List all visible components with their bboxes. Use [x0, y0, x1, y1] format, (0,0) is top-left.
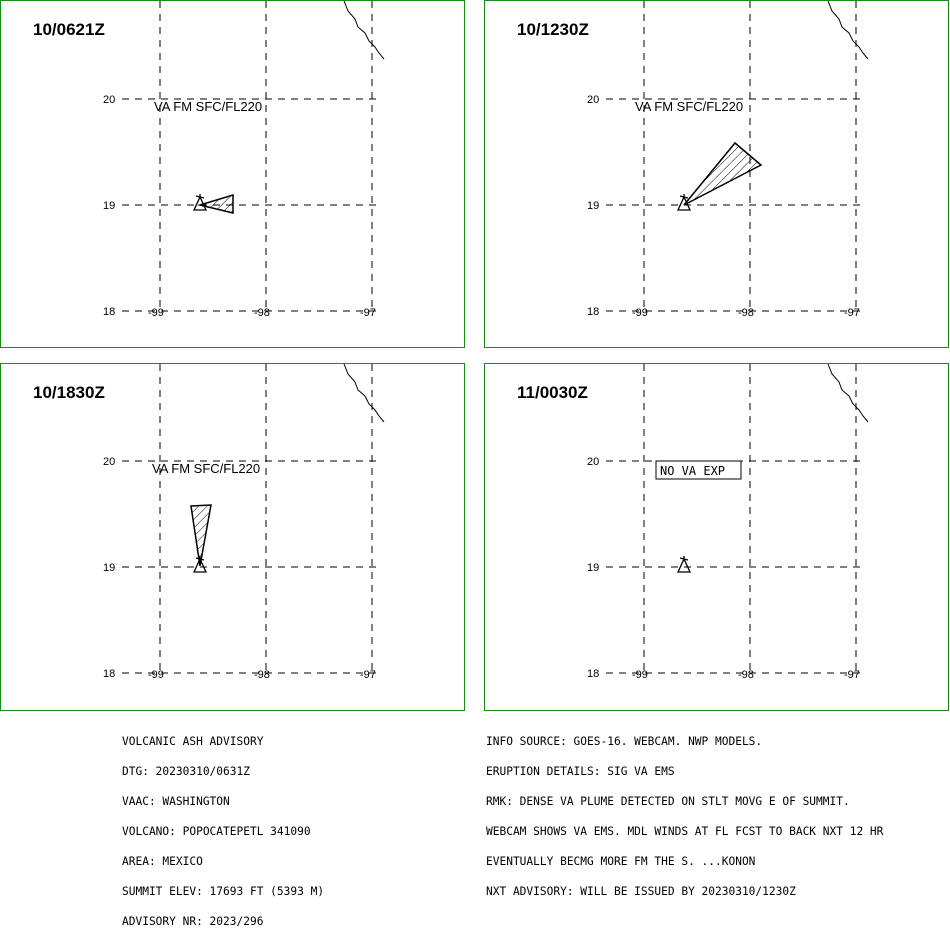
lat-tick-20: 20 — [587, 456, 600, 468]
lon-tick-98: -98 — [738, 307, 754, 319]
lon-tick-99: -99 — [632, 307, 648, 319]
lat-tick-20: 20 — [103, 94, 116, 106]
lon-tick-98: -98 — [738, 669, 754, 681]
lon-tick-98: -98 — [254, 307, 270, 319]
lon-tick-97: -97 — [844, 669, 860, 681]
coastline — [828, 364, 868, 422]
map-panel-1-svg — [1, 1, 466, 349]
advisory-dtg: DTG: 20230310/0631Z — [122, 765, 250, 778]
lat-tick-18: 18 — [103, 668, 116, 680]
ash-plume-polygon — [684, 143, 761, 205]
grid-lines — [606, 364, 865, 674]
advisory-eruption-details: ERUPTION DETAILS: SIG VA EMS — [486, 765, 675, 778]
lon-tick-97: -97 — [844, 307, 860, 319]
panel-time-label: 10/1230Z — [517, 20, 589, 39]
advisory-number: ADVISORY NR: 2023/296 — [122, 915, 264, 928]
ash-level-label: VA FM SFC/FL220 — [154, 99, 263, 114]
coastline — [344, 364, 384, 422]
lat-tick-20: 20 — [103, 456, 116, 468]
map-panel-4 — [484, 363, 949, 711]
volcano-triangle-icon — [678, 556, 690, 572]
coastline — [828, 1, 868, 59]
lat-tick-19: 19 — [587, 200, 600, 212]
advisory-next: NXT ADVISORY: WILL BE ISSUED BY 20230310/1230Z — [486, 885, 796, 898]
advisory-info-source: INFO SOURCE: GOES-16. WEBCAM. NWP MODELS. — [486, 735, 763, 748]
advisory-volcano: VOLCANO: POPOCATEPETL 341090 — [122, 825, 311, 838]
panel-time-label: 10/0621Z — [33, 20, 105, 39]
lon-tick-97: -97 — [360, 669, 376, 681]
lat-tick-18: 18 — [103, 306, 116, 318]
grid-lines — [122, 364, 381, 674]
advisory-remarks-2: WEBCAM SHOWS VA EMS. MDL WINDS AT FL FCST TO BACK NXT 12 HR — [486, 825, 884, 838]
map-panel-1 — [0, 0, 465, 348]
volcano-triangle-icon — [194, 194, 206, 210]
ash-level-label: VA FM SFC/FL220 — [635, 99, 744, 114]
lon-tick-99: -99 — [148, 669, 164, 681]
advisory-summit-elev: SUMMIT ELEV: 17693 FT (5393 M) — [122, 885, 325, 898]
lon-tick-99: -99 — [148, 307, 164, 319]
map-panel-2-svg — [485, 1, 950, 349]
lat-tick-19: 19 — [587, 562, 600, 574]
advisory-info-right — [486, 717, 883, 907]
ash-level-label: VA FM SFC/FL220 — [152, 461, 261, 476]
lat-tick-19: 19 — [103, 562, 116, 574]
lat-tick-20: 20 — [587, 94, 600, 106]
advisory-remarks-1: RMK: DENSE VA PLUME DETECTED ON STLT MOVG E OF SUMMIT. — [486, 795, 850, 808]
grid-lines — [122, 1, 381, 311]
map-panel-2 — [484, 0, 949, 348]
panel-time-label: 10/1830Z — [33, 383, 105, 402]
lat-tick-19: 19 — [103, 200, 116, 212]
advisory-title: VOLCANIC ASH ADVISORY — [122, 735, 264, 748]
lon-tick-98: -98 — [254, 669, 270, 681]
ash-plume-polygon — [191, 505, 211, 566]
advisory-remarks-3: EVENTUALLY BECMG MORE FM THE S. ...KONON — [486, 855, 756, 868]
no-va-label: NO VA EXP — [660, 464, 726, 478]
advisory-vaac: VAAC: WASHINGTON — [122, 795, 230, 808]
lat-tick-18: 18 — [587, 306, 600, 318]
lon-tick-97: -97 — [360, 307, 376, 319]
map-panel-4-svg — [485, 364, 950, 712]
coastline — [344, 1, 384, 59]
panel-time-label: 11/0030Z — [517, 383, 588, 402]
lat-tick-18: 18 — [587, 668, 600, 680]
lon-tick-99: -99 — [632, 669, 648, 681]
advisory-area: AREA: MEXICO — [122, 855, 203, 868]
advisory-info-left — [122, 717, 324, 937]
map-panel-3-svg — [1, 364, 466, 712]
map-panel-3 — [0, 363, 465, 711]
